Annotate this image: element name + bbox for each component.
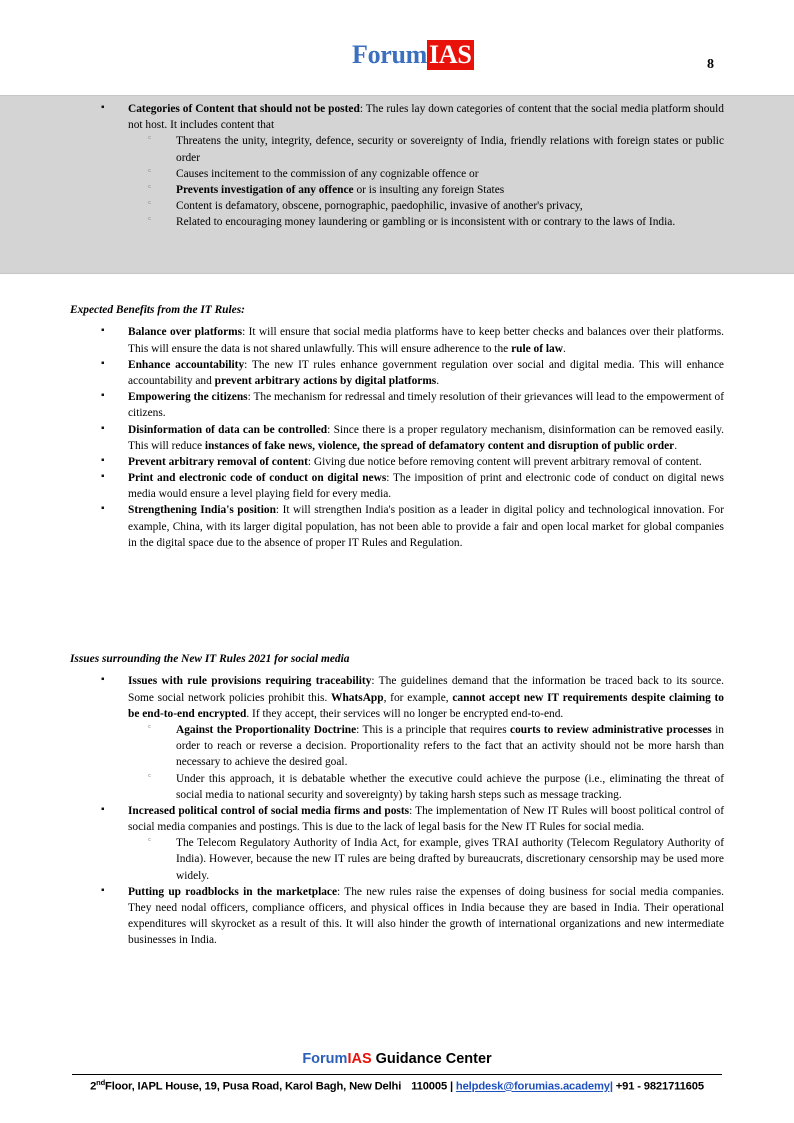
sub-bullet-icon: ᶜ — [148, 772, 152, 783]
bullet-icon: ▪ — [101, 357, 105, 369]
list-item-body-tail: . — [562, 342, 566, 355]
bullet-icon: ▪ — [101, 390, 105, 402]
sub-bullet-icon: ᶜ — [148, 183, 152, 194]
footer-address — [0, 1078, 794, 1093]
list-item — [70, 673, 724, 803]
list-item — [70, 502, 724, 551]
sub-item-bold-2: courts to review administrative processes — [510, 723, 712, 736]
list-item-body: : The new rules raise the expenses of doing business for social media companies. They need nodal officers, compliance officers, and physical offices in India because they are based in India. Their operational expenditures will skyrocket as a result of this. It will also hinder the growth of international organizations and new intermediate businesses in India. — [128, 885, 724, 947]
logo-ias-text: IAS — [429, 40, 472, 69]
list-item — [128, 182, 724, 198]
bullet-icon: ▪ — [101, 422, 105, 434]
sub-item-text: Threatens the unity, integrity, defence, security or sovereignty of India, friendly relations with foreign states or public order — [176, 135, 724, 164]
list-item-title: Strengthening India's position — [128, 504, 276, 517]
list-item-body: : Since there is a proper regulatory mechanism, disinformation can be removed easily. This will reduce — [128, 423, 725, 452]
list-item-bold-inline: instances of fake news, violence, the spread of defamatory content and disruption of public order — [204, 439, 675, 452]
list-item — [70, 389, 724, 421]
footer-guidance-center-label: Guidance Center — [371, 1051, 492, 1067]
section-issues — [70, 652, 724, 949]
list-item-title: Increased political control of social media firms and posts — [128, 804, 410, 817]
footer-address-street: Floor, IAPL House, 19, Pusa Road, Karol Bagh, New Delhi — [105, 1080, 402, 1093]
list-item — [70, 101, 724, 231]
list-item-body: : The imposition of print and electronic code of conduct on digital news media would ensure a level playing field for every media. — [128, 472, 724, 501]
footer-phone: +91 - 9821711605 — [612, 1080, 704, 1093]
list-item — [70, 422, 724, 454]
sub-item-bold: Prevents investigation of any offence — [176, 183, 354, 196]
callout-sub-list — [128, 133, 724, 230]
page-footer — [0, 1033, 794, 1123]
list-item-body: : The rules lay down categories of content that the social media platform should not host. It includes content that — [128, 103, 724, 132]
list-item-body-tail: . If they accept, their services will no longer be encrypted end-to-end. — [246, 707, 564, 720]
list-item-title: Balance over platforms — [128, 326, 243, 339]
list-item-body-tail: . — [436, 374, 440, 387]
footer-address-ordinal-num: 2 — [90, 1080, 97, 1093]
list-item-title: Prevent arbitrary removal of content — [128, 455, 308, 468]
list-item — [70, 324, 724, 356]
sub-item-text: Causes incitement to the commission of any cognizable offence or — [176, 167, 479, 180]
list-item — [128, 771, 724, 803]
sub-bullet-icon: ᶜ — [148, 837, 152, 848]
list-item-title: Print and electronic code of conduct on digital news — [128, 472, 387, 485]
footer-logo-forum: Forum — [302, 1051, 348, 1067]
sub-item-text: Under this approach, it is debatable whether the executive could achieve the purpose (i.e., eliminating the threat of social media to national security and sovereignty) by taking harsh steps such as message tracking. — [176, 772, 724, 801]
page-header — [0, 0, 794, 92]
callout-bullet-list — [70, 101, 724, 231]
list-item-body-mid: , for example, — [383, 691, 453, 704]
list-item-bold-inline: rule of law — [511, 342, 563, 355]
bullet-icon: ▪ — [101, 102, 105, 113]
sub-item-text-tail: in order to reach or reverse a decision. Proportionality refers to the fact that an activity should not be more harsh than necessary to achieve the desired goal. — [176, 723, 724, 769]
list-item-bold-inline: prevent arbitrary actions by digital platforms — [214, 374, 437, 387]
sub-item-text: Content is defamatory, obscene, pornographic, paedophilic, invasive of another's privacy, — [176, 200, 583, 213]
section-heading-issues: Issues surrounding the New IT Rules 2021 for social media — [70, 653, 350, 665]
logo-forum-text: Forum — [352, 40, 428, 69]
benefits-bullet-list — [70, 324, 724, 551]
list-item-title: Disinformation of data can be controlled — [128, 423, 328, 436]
list-item-body: : The new IT rules enhance government regulation over social and digital media. This will enhance accountability and — [128, 358, 724, 387]
bullet-icon: ▪ — [101, 454, 105, 466]
issues-sub-list-1 — [128, 722, 724, 803]
bullet-icon: ▪ — [101, 803, 105, 815]
footer-email-link[interactable]: helpdesk@forumias.academy| — [455, 1080, 613, 1093]
footer-brand — [0, 1051, 794, 1067]
list-item — [70, 470, 724, 502]
sub-item-text: : This is a principle that requires — [356, 723, 511, 736]
list-item-title: Categories of Content that should not be posted — [128, 103, 360, 115]
footer-address-ordinal-sup: nd — [96, 1078, 106, 1087]
list-item-title: Putting up roadblocks in the marketplace — [128, 885, 338, 898]
list-item-body: : The implementation of New IT Rules will boost political control of social media companies and postings. This is due to the lack of legal basis for the New IT Rules for social media. — [128, 804, 725, 834]
footer-address-pin: 110005 | — [411, 1080, 456, 1093]
list-item — [128, 214, 724, 230]
page-number: 8 — [707, 57, 714, 72]
sub-bullet-icon: ᶜ — [148, 167, 152, 178]
sub-bullet-icon: ᶜ — [148, 216, 152, 227]
list-item-body: : Giving due notice before removing content will prevent arbitrary removal of content. — [307, 455, 702, 468]
list-item — [70, 884, 724, 949]
bullet-icon: ▪ — [101, 471, 105, 483]
list-item — [128, 835, 724, 884]
bullet-icon: ▪ — [101, 884, 105, 896]
list-item-body: : The guidelines demand that the information be traced back to its source. Some social network policies prohibit this. — [128, 675, 724, 704]
sub-item-bold: Against the Proportionality Doctrine — [176, 723, 357, 736]
sub-item-text: The Telecom Regulatory Authority of India Act, for example, gives TRAI authority (Telecom Regulatory Authority of India). However, because the new IT rules are being drafted by bureaucrats, discretionary censorship may be used more widely. — [176, 837, 724, 882]
sub-item-text: Related to encouraging money laundering or gambling or is inconsistent with or contrary to the laws of India. — [176, 216, 676, 229]
issues-bullet-list — [70, 673, 724, 948]
sub-bullet-icon: ᶜ — [148, 200, 152, 211]
list-item-body: : It will ensure that social media platforms have to keep better checks and balances over their platforms. This will ensure the data is not shared unlawfully. This will ensure adherence to the — [128, 326, 724, 355]
list-item — [128, 133, 724, 165]
list-item-title: Issues with rule provisions requiring traceability — [128, 675, 372, 688]
bullet-icon: ▪ — [101, 503, 105, 515]
sub-bullet-icon: ᶜ — [148, 723, 152, 734]
callout-content — [70, 101, 724, 231]
section-expected-benefits — [70, 303, 724, 551]
sub-item-text: or is insulting any foreign States — [353, 183, 505, 196]
sub-bullet-icon: ᶜ — [148, 135, 152, 146]
issues-sub-list-2 — [128, 835, 724, 884]
list-item-bold-inline-2: cannot accept new IT requirements despite claiming to be end-to-end encrypted — [128, 691, 725, 720]
list-item-body: : The mechanism for redressal and timely resolution of their grievances will lead to the empowerment of citizens. — [128, 391, 724, 420]
list-item — [128, 198, 724, 214]
list-item — [70, 454, 724, 470]
list-item — [128, 166, 724, 182]
list-item-body-tail: . — [674, 439, 678, 452]
forumias-logo — [352, 42, 474, 68]
section-heading-benefits: Expected Benefits from the IT Rules: — [70, 304, 245, 316]
list-item — [70, 803, 724, 884]
list-item-body: : It will strengthen India's position as a leader in digital policy and technological innovation. For example, China, with its larger digital population, has not been able to provide a fair and open local market for global companies in the digital space due to the absence of proper IT Rules and Regulation. — [128, 504, 724, 549]
list-item — [128, 722, 724, 771]
list-item-bold-inline: WhatsApp — [331, 691, 384, 704]
list-item-title: Empowering the citizens — [128, 391, 248, 404]
bullet-icon: ▪ — [101, 674, 105, 686]
list-item — [70, 357, 724, 389]
footer-divider — [72, 1074, 722, 1075]
footer-logo-ias: IAS — [347, 1051, 372, 1067]
list-item-title: Enhance accountability — [128, 358, 245, 371]
bullet-icon: ▪ — [101, 325, 105, 337]
